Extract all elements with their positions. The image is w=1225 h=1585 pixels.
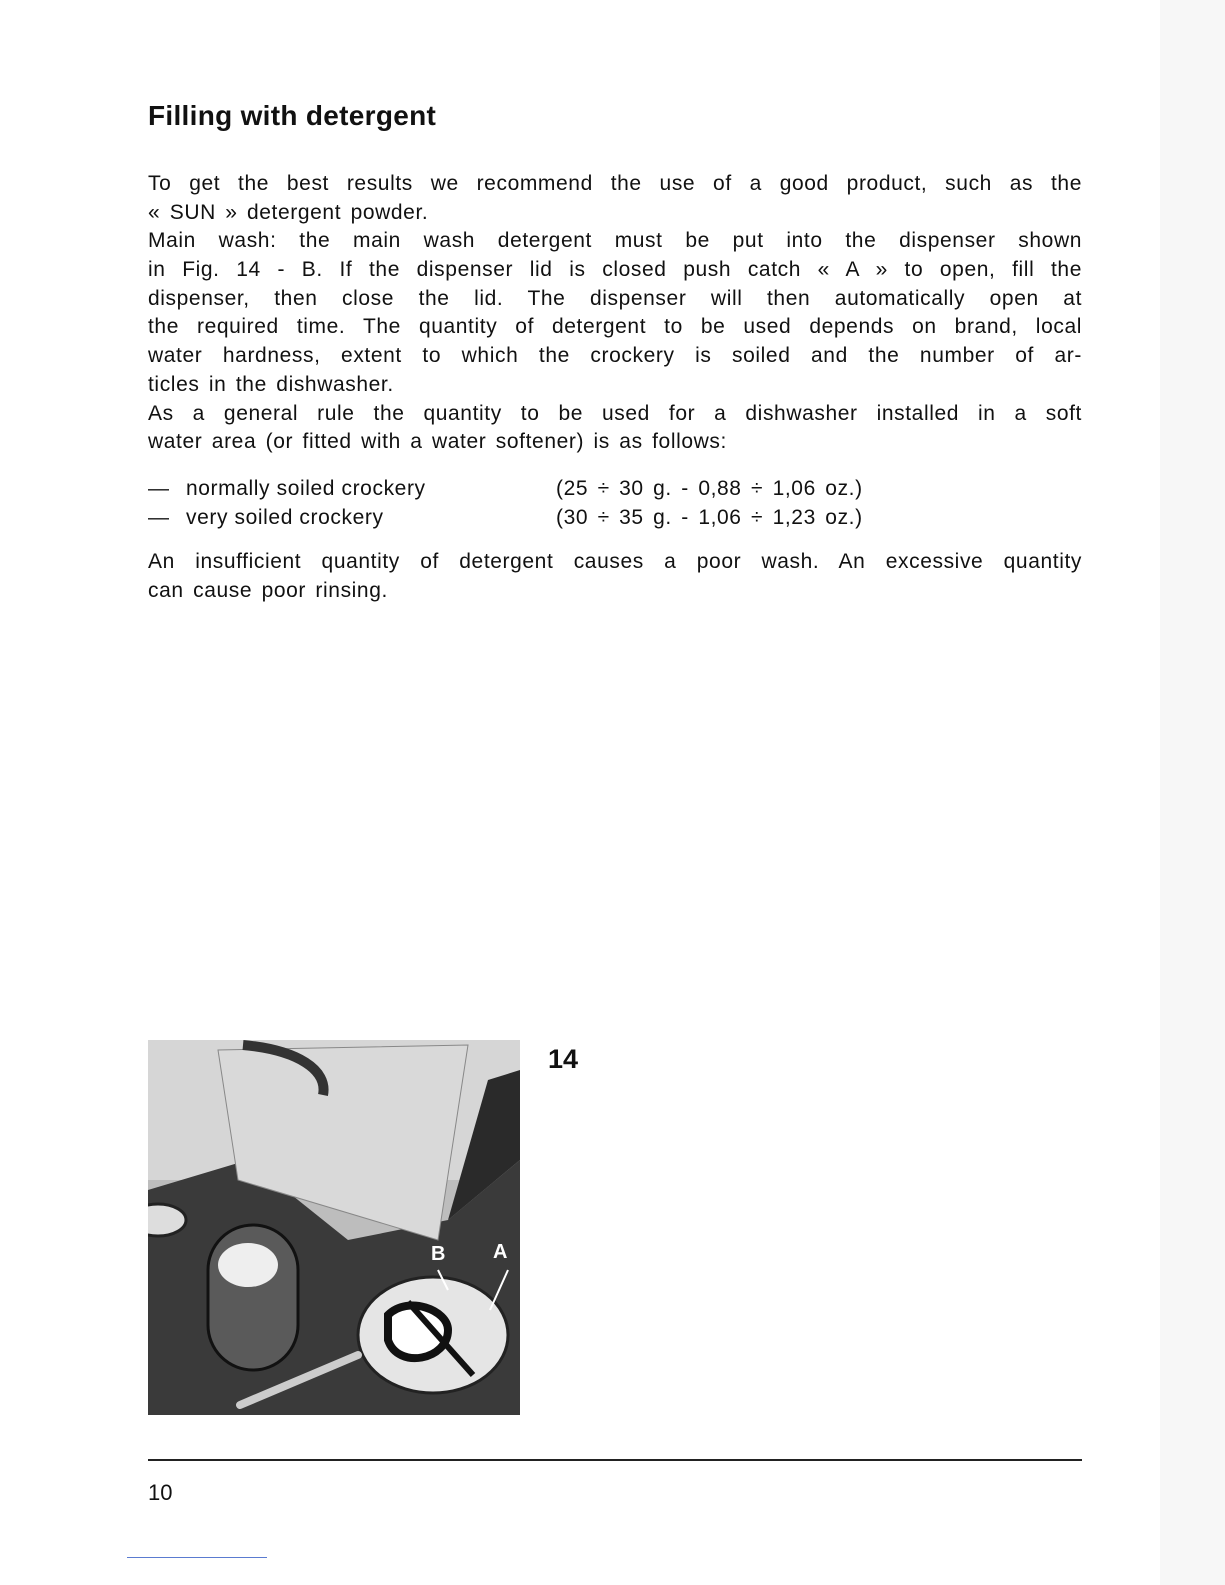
page-number: 10 (148, 1480, 173, 1505)
label-b: B (431, 1243, 446, 1265)
list-desc: normally soiled crockery (186, 477, 426, 500)
figure-number: 14 (548, 1044, 579, 1074)
list-qty: (30 ÷ 35 g. - 1,06 ÷ 1,23 oz.) (556, 506, 863, 529)
text-line: Main wash: the main wash detergent must be put into the dispenser shown (148, 229, 1082, 253)
text-line: water hardness, extent to which the crockery is soiled and the number of ar- (148, 344, 1082, 368)
scan-underline (127, 1557, 267, 1558)
list-item (148, 503, 863, 532)
text-line: in Fig. 14 - B. If the dispenser lid is closed push catch « A » to open, fill the (148, 258, 1082, 282)
list-dash: — (148, 477, 170, 500)
scan-margin (1160, 0, 1225, 1585)
list-item (148, 474, 863, 503)
warning-paragraph (148, 548, 1082, 605)
label-a: A (493, 1241, 508, 1263)
text-line: As a general rule the quantity to be used for a dishwasher installed in a soft (148, 401, 1082, 425)
text-line: ticles in the dishwasher. (148, 372, 394, 396)
text-line: water area (or fitted with a water softener) is as follows: (148, 430, 727, 454)
text-line: the required time. The quantity of detergent to be used depends on brand, local (148, 315, 1082, 339)
list-desc: very soiled crockery (186, 506, 384, 529)
section-title: Filling with detergent (148, 100, 437, 131)
text-line: can cause poor rinsing. (148, 578, 388, 602)
text-line: To get the best results we recommend the use of a good product, such as the (148, 172, 1082, 195)
quantity-list (148, 474, 863, 532)
text-line: dispenser, then close the lid. The dispenser will then automatically open at (148, 286, 1082, 310)
text-line: « SUN » detergent powder. (148, 200, 429, 224)
list-qty: (25 ÷ 30 g. - 0,88 ÷ 1,06 oz.) (556, 477, 863, 500)
intro-paragraph (148, 170, 1082, 457)
dispenser-photo (148, 1040, 520, 1415)
footer-rule (148, 1459, 1082, 1461)
list-dash: — (148, 506, 170, 529)
text-line: An insufficient quantity of detergent causes a poor wash. An excessive quantity (148, 550, 1082, 573)
